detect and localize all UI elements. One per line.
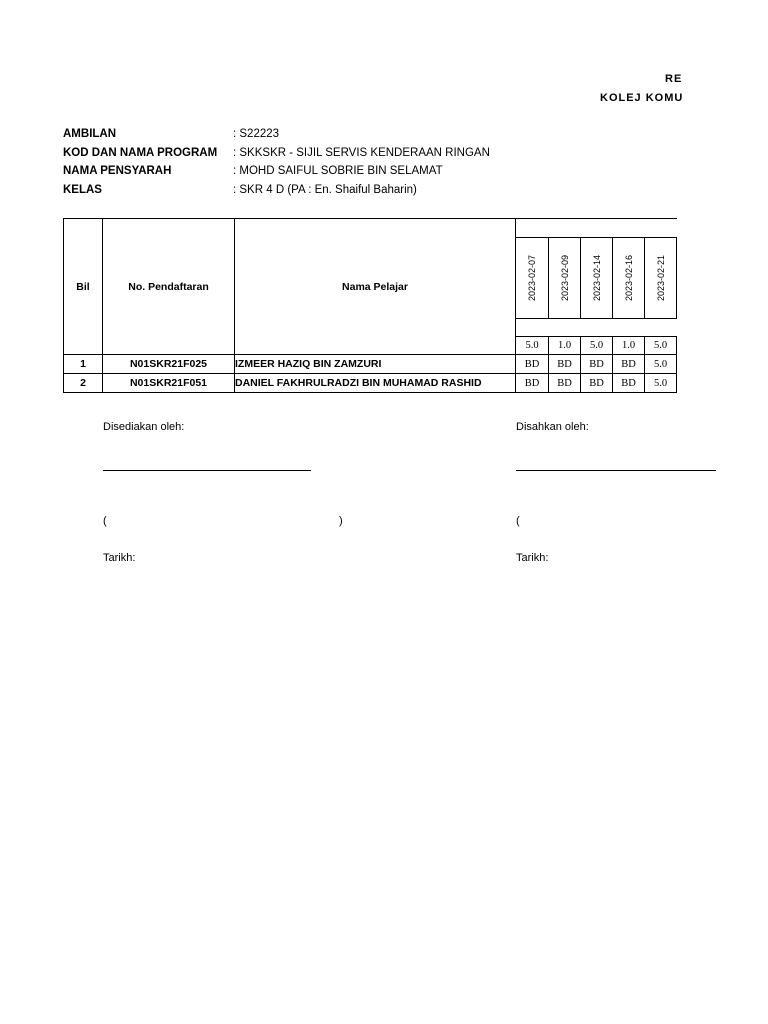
date-header: 2023-02-21 [645,238,677,319]
date-header: 2023-02-14 [581,238,613,319]
attendance-cell: BD [516,374,549,393]
bil-cell: 2 [64,374,103,393]
prepared-by-date-label: Tarikh: [103,552,136,564]
hours-cell: 1.0 [613,337,645,355]
ambilan-value: : S22223 [233,128,280,140]
lecturer-value: : MOHD SAIFUL SOBRIE BIN SELAMAT [233,165,443,177]
attendance-cell: BD [549,355,581,374]
bil-cell: 1 [64,355,103,374]
date-header: 2023-02-07 [516,238,549,319]
student-name-cell: DANIEL FAKHRULRADZI BIN MUHAMAD RASHID [235,374,516,393]
approved-by-date-label: Tarikh: [516,552,549,564]
registration-cell: N01SKR21F025 [103,355,235,374]
table-row [64,374,677,393]
approved-by-open-paren: ( [516,515,520,527]
attendance-cell: BD [613,374,645,393]
attendance-cell: BD [613,355,645,374]
attendance-cell: 5.0 [645,374,677,393]
college-name: KOLEJ KOMU [600,92,684,104]
attendance-table [63,218,677,393]
date-header: 2023-02-09 [549,238,581,319]
prepared-by-signature-line [103,470,311,471]
attendance-cell: BD [581,374,613,393]
report-title: RE [665,73,683,85]
approved-by-signature-line [516,470,716,471]
hours-cell: 5.0 [516,337,549,355]
lecturer-label: NAMA PENSYARAH [63,165,172,177]
table-row [64,355,677,374]
hours-cell: 5.0 [581,337,613,355]
ambilan-label: AMBILAN [63,128,117,140]
class-label: KELAS [63,184,102,196]
attendance-cell: BD [581,355,613,374]
bil-header: Bil [64,219,103,355]
nama-pelajar-header: Nama Pelajar [235,219,516,355]
prepared-by-open-paren: ( [103,515,107,527]
hours-cell: 1.0 [549,337,581,355]
program-value: : SKKSKR - SIJIL SERVIS KENDERAAN RINGAN [233,147,490,159]
hours-cell: 5.0 [645,337,677,355]
blank-cell [516,319,677,337]
program-label: KOD DAN NAMA PROGRAM [63,147,218,159]
table-header-top-row [64,219,677,238]
no-pendaftaran-header: No. Pendaftaran [103,219,235,355]
attendance-cell: 5.0 [645,355,677,374]
class-value: : SKR 4 D (PA : En. Shaiful Baharin) [233,184,417,196]
student-name-cell: IZMEER HAZIQ BIN ZAMZURI [235,355,516,374]
date-header: 2023-02-16 [613,238,645,319]
registration-cell: N01SKR21F051 [103,374,235,393]
prepared-by-label: Disediakan oleh: [103,421,185,433]
prepared-by-close-paren: ) [339,515,343,527]
attendance-cell: BD [549,374,581,393]
dates-group-header [516,219,677,238]
approved-by-label: Disahkan oleh: [516,421,589,433]
attendance-cell: BD [516,355,549,374]
